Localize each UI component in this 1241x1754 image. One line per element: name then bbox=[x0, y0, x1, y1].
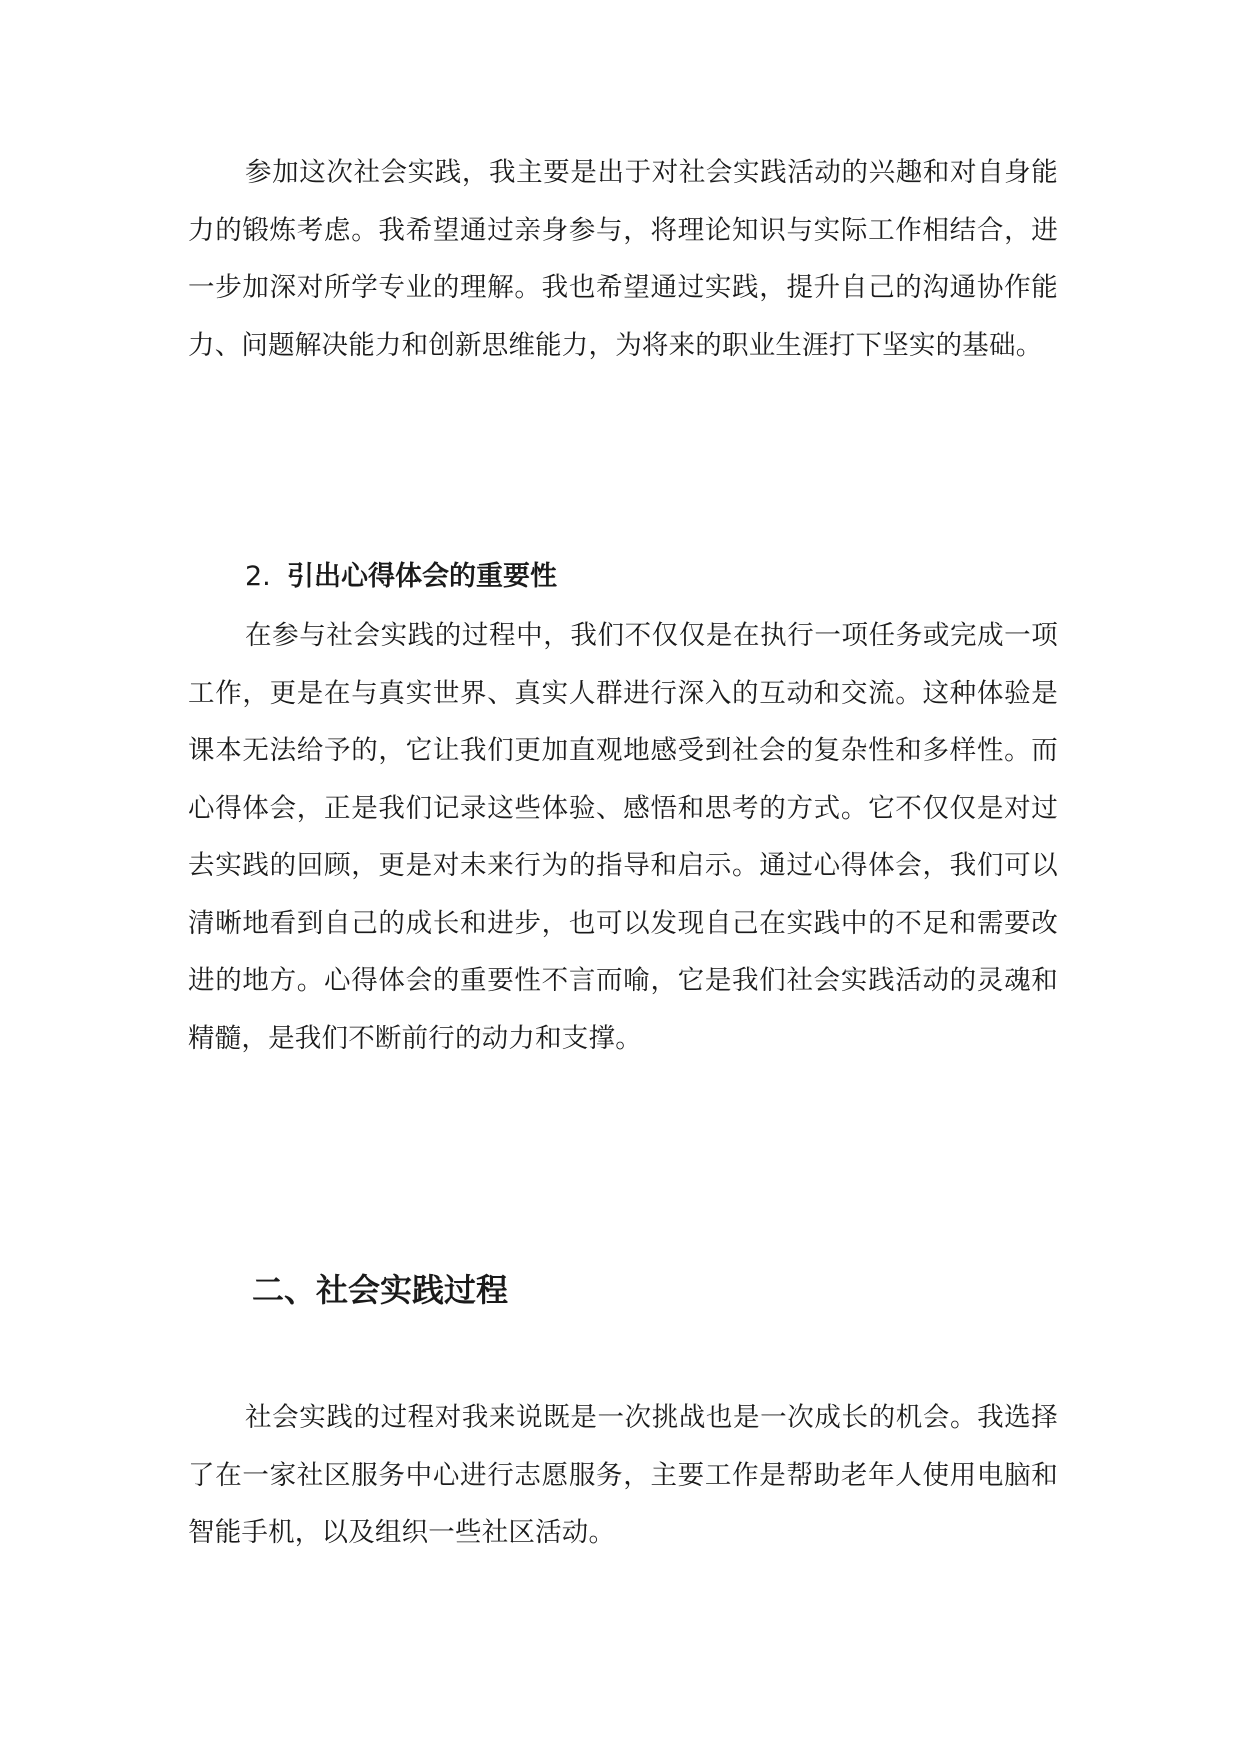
subheading-text: 引出心得体会的重要性 bbox=[287, 561, 557, 592]
subheading-number: 2. bbox=[245, 561, 271, 592]
paragraph-motivation: 参加这次社会实践，我主要是出于对社会实践活动的兴趣和对自身能力的锻炼考虑。我希望通过亲身参与，将理论知识与实际工作相结合，进一步加深对所学专业的理解。我也希望通过实践，提升自己的沟通协作能力、问题解决能力和创新思维能力，为将来的职业生涯打下坚实的基础。 bbox=[188, 157, 1058, 361]
subheading-importance bbox=[245, 557, 557, 597]
paragraph-importance: 在参与社会实践的过程中，我们不仅仅是在执行一项任务或完成一项工作，更是在与真实世界、真实人群进行深入的互动和交流。这种体验是课本无法给予的，它让我们更加直观地感受到社会的复杂性和多样性。而心得体会，正是我们记录这些体验、感悟和思考的方式。它不仅仅是对过去实践的回顾，更是对未来行为的指导和启示。通过心得体会，我们可以清晰地看到自己的成长和进步，也可以发现自己在实践中的不足和需要改进的地方。心得体会的重要性不言而喻，它是我们社会实践活动的灵魂和精髓，是我们不断前行的动力和支撑。 bbox=[188, 620, 1058, 1054]
section-heading-practice-process: 二、社会实践过程 bbox=[252, 1271, 509, 1309]
paragraph-practice-process: 社会实践的过程对我来说既是一次挑战也是一次成长的机会。我选择了在一家社区服务中心进行志愿服务，主要工作是帮助老年人使用电脑和智能手机，以及组织一些社区活动。 bbox=[188, 1402, 1058, 1548]
